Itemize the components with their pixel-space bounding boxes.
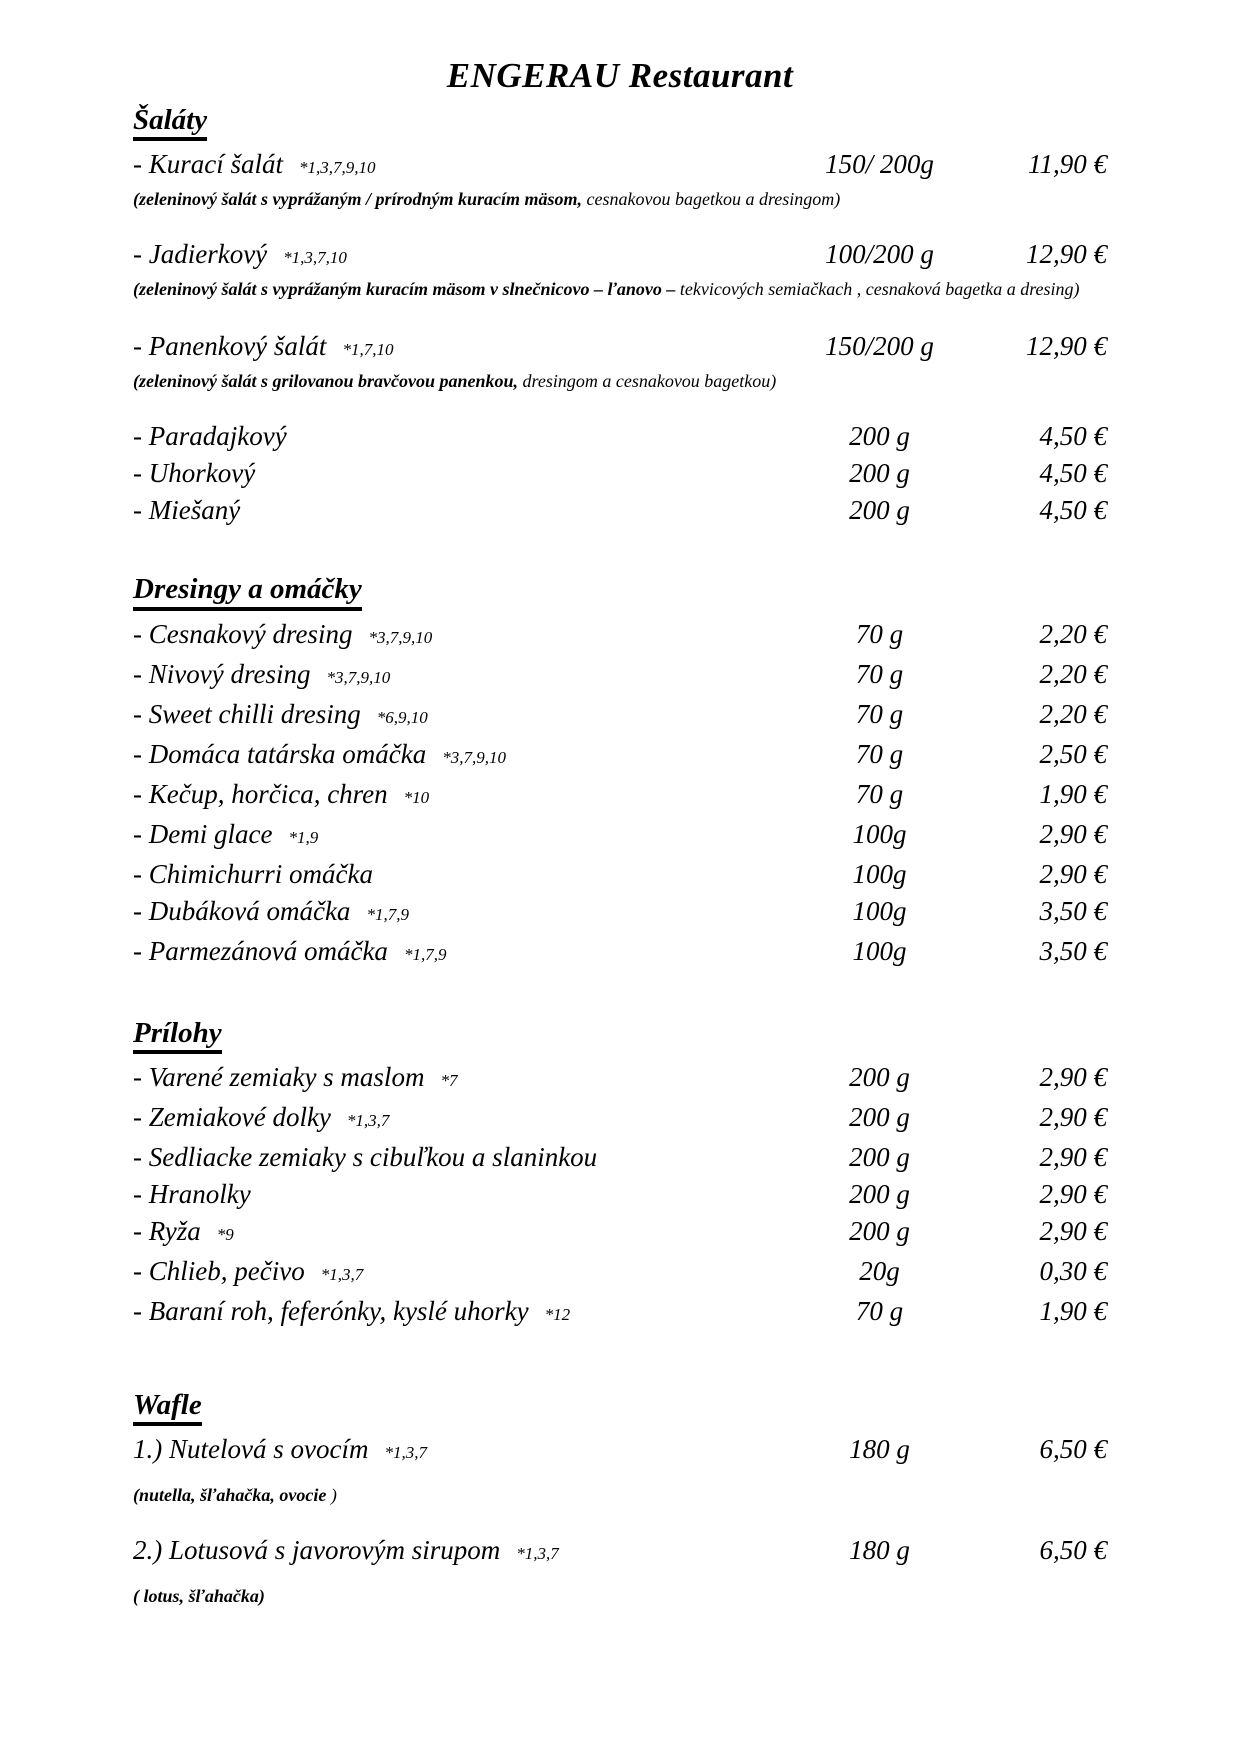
item-weight: 180 g — [849, 1535, 910, 1566]
item-weight: 20g — [859, 1256, 900, 1287]
item-weight: 70 g — [855, 698, 904, 729]
item-weight: 200 g — [849, 1179, 910, 1210]
item-weight: 200 g — [849, 1102, 910, 1133]
menu-item-row — [133, 1059, 1107, 1099]
menu-item — [133, 328, 1107, 394]
menu-item — [133, 455, 1107, 492]
item-name: - Paradajkový — [133, 421, 287, 452]
item-price: 2,90 € — [1039, 1102, 1107, 1133]
item-name: - Domáca tatárska omáčka — [133, 738, 427, 769]
item-price: 2,20 € — [1039, 618, 1107, 649]
item-name: - Nivový dresing — [133, 658, 311, 689]
item-weight: 200 g — [849, 1142, 910, 1173]
item-allergens: *3,7,9,10 — [442, 747, 506, 767]
section-heading: Prílohy — [133, 1017, 222, 1054]
item-name: - Zemiakové dolky — [133, 1102, 331, 1133]
item-allergens: *1,3,7 — [516, 1544, 559, 1564]
item-price: 11,90 € — [1028, 149, 1107, 180]
item-price: 2,90 € — [1039, 1179, 1107, 1210]
menu-item — [133, 492, 1107, 529]
item-weight: 200 g — [849, 1062, 910, 1093]
menu-item — [133, 776, 1107, 816]
item-allergens: *1,3,7 — [384, 1443, 427, 1463]
item-name: - Panenkový šalát — [133, 331, 327, 362]
item-allergens: *12 — [544, 1305, 571, 1325]
item-name: - Uhorkový — [133, 458, 256, 489]
item-weight: 150/ 200g — [825, 149, 934, 180]
menu-item — [133, 1059, 1107, 1099]
item-price: 0,30 € — [1039, 1256, 1107, 1287]
menu-item-row — [133, 455, 1107, 492]
item-weight: 200 g — [849, 495, 910, 526]
item-name: - Hranolky — [133, 1179, 251, 1210]
item-description — [133, 1584, 1107, 1609]
menu-item — [133, 236, 1107, 302]
item-name: - Parmezánová omáčka — [133, 935, 388, 966]
menu-section — [133, 1017, 1107, 1333]
menu-item-row — [133, 776, 1107, 816]
item-allergens: *3,7,9,10 — [368, 627, 433, 647]
menu-item-row — [133, 893, 1107, 933]
description-part: tekvicových semiačkach , cesnaková bagetka a dresing) — [679, 279, 1080, 300]
item-allergens: *1,7,9 — [366, 904, 409, 924]
item-allergens: *7 — [440, 1071, 458, 1091]
menu-item — [133, 1253, 1107, 1293]
item-price: 3,50 € — [1039, 935, 1107, 966]
item-price: 2,20 € — [1039, 698, 1107, 729]
item-name: - Ryža — [133, 1216, 201, 1247]
item-price: 1,90 € — [1039, 1296, 1107, 1327]
menu-item-row — [133, 1176, 1107, 1213]
menu-item — [133, 146, 1107, 212]
item-allergens: *1,3,7,10 — [283, 248, 347, 268]
item-allergens: *1,9 — [288, 827, 319, 847]
item-weight: 200 g — [849, 421, 910, 452]
item-allergens: *1,7,9 — [403, 944, 447, 964]
menu-item — [133, 736, 1107, 776]
menu-item-row — [133, 1293, 1107, 1333]
item-name: - Varené zemiaky s maslom — [133, 1062, 425, 1093]
item-name: - Kurací šalát — [133, 149, 284, 180]
section-items — [133, 1059, 1107, 1333]
item-name: - Jadierkový — [133, 239, 268, 270]
menu-item-row — [133, 236, 1107, 276]
item-description — [133, 277, 1107, 302]
item-weight: 70 g — [855, 658, 904, 689]
item-price: 12,90 € — [1026, 331, 1107, 362]
menu-item — [133, 1176, 1107, 1213]
item-allergens: *1,7,10 — [342, 340, 394, 360]
item-weight: 200 g — [849, 458, 910, 489]
page-title: ENGERAU Restaurant — [446, 56, 794, 95]
menu-section — [133, 104, 1107, 529]
item-name: 1.) Nutelová s ovocím — [133, 1434, 369, 1465]
item-price: 6,50 € — [1039, 1535, 1107, 1566]
item-allergens: *1,3,7,9,10 — [299, 158, 376, 178]
item-price: 2,90 € — [1039, 858, 1107, 889]
item-weight: 180 g — [849, 1434, 910, 1465]
menu-item — [133, 1532, 1107, 1609]
item-price: 4,50 € — [1039, 421, 1107, 452]
menu-item — [133, 856, 1107, 893]
section-heading: Wafle — [133, 1389, 202, 1426]
menu-item — [133, 1431, 1107, 1508]
menu-item-row — [133, 1099, 1107, 1139]
item-price: 2,50 € — [1039, 738, 1107, 769]
item-weight: 70 g — [855, 1296, 904, 1327]
menu-item — [133, 1139, 1107, 1176]
section-items — [133, 616, 1107, 973]
item-name: - Chlieb, pečivo — [133, 1256, 305, 1287]
menu-item-row — [133, 418, 1107, 455]
menu-item — [133, 1293, 1107, 1333]
item-name: - Demi glace — [133, 818, 273, 849]
menu-item-row — [133, 492, 1107, 529]
item-price: 2,90 € — [1039, 818, 1107, 849]
menu-item — [133, 1099, 1107, 1139]
item-allergens: *6,9,10 — [376, 707, 428, 727]
menu-item — [133, 893, 1107, 933]
item-name: - Chimichurri omáčka — [133, 858, 373, 889]
menu-item-row — [133, 1253, 1107, 1293]
item-name: - Miešaný — [133, 495, 241, 526]
menu-item-row — [133, 696, 1107, 736]
menu-item-row — [133, 616, 1107, 656]
item-weight: 100g — [852, 935, 907, 966]
item-price: 2,90 € — [1039, 1216, 1107, 1247]
description-part: (zeleninový šalát s grilovanou bravčovou panenkou, — [133, 371, 523, 392]
item-weight: 100g — [852, 818, 907, 849]
menu-item-row — [133, 146, 1107, 186]
item-price: 1,90 € — [1039, 778, 1107, 809]
item-allergens: *3,7,9,10 — [326, 667, 391, 687]
menu-item-row — [133, 736, 1107, 776]
item-name: 2.) Lotusová s javorovým sirupom — [133, 1535, 501, 1566]
item-weight: 100g — [852, 895, 907, 926]
section-heading: Šaláty — [133, 104, 207, 141]
item-name: - Sweet chilli dresing — [133, 698, 361, 729]
menu-item — [133, 418, 1107, 455]
item-description — [133, 369, 1107, 394]
item-price: 2,90 € — [1039, 1142, 1107, 1173]
item-price: 6,50 € — [1039, 1434, 1107, 1465]
menu-item-row — [133, 816, 1107, 856]
item-allergens: *1,3,7 — [320, 1265, 364, 1285]
menu-item-row — [133, 1532, 1107, 1572]
item-price: 4,50 € — [1039, 458, 1107, 489]
menu-item-row — [133, 1213, 1107, 1253]
item-name: - Dubáková omáčka — [133, 895, 351, 926]
menu-item-row — [133, 856, 1107, 893]
description-part: ) — [326, 1485, 337, 1506]
item-name: - Sedliacke zemiaky s cibuľkou a slaninkou — [133, 1142, 598, 1173]
description-part: ( lotus, šľahačka) — [133, 1586, 265, 1607]
item-weight: 200 g — [849, 1216, 910, 1247]
item-weight: 100g — [852, 858, 907, 889]
item-allergens: *9 — [216, 1225, 234, 1245]
item-price: 12,90 € — [1026, 239, 1107, 270]
menu-item-row — [133, 656, 1107, 696]
description-part: (zeleninový šalát s vyprážaným kuracím mäsom v slnečnicovo – ľanovo – — [133, 279, 680, 300]
item-allergens: *10 — [403, 787, 430, 807]
menu-item — [133, 696, 1107, 736]
item-name: - Cesnakový dresing — [133, 618, 353, 649]
item-description — [133, 1483, 1107, 1508]
description-part: cesnakovou bagetkou a dresingom) — [582, 189, 841, 210]
item-weight: 100/200 g — [825, 239, 934, 270]
menu-item — [133, 616, 1107, 656]
description-part: (zeleninový šalát s vyprážaným / prírodným kuracím mäsom, — [133, 189, 583, 210]
menu-sections — [133, 104, 1107, 1609]
section-heading: Dresingy a omáčky — [133, 573, 362, 610]
menu-section — [133, 1389, 1107, 1609]
item-weight: 70 g — [855, 618, 904, 649]
item-price: 4,50 € — [1039, 495, 1107, 526]
menu-item — [133, 1213, 1107, 1253]
menu-item-row — [133, 933, 1107, 973]
item-price: 2,90 € — [1039, 1062, 1107, 1093]
description-part: dresingom a cesnakovou bagetkou) — [522, 371, 777, 392]
item-price: 3,50 € — [1039, 895, 1107, 926]
item-weight: 150/200 g — [825, 331, 934, 362]
menu-item-row — [133, 1431, 1107, 1471]
item-allergens: *1,3,7 — [346, 1111, 390, 1131]
item-weight: 70 g — [855, 778, 904, 809]
item-name: - Baraní roh, feferónky, kyslé uhorky — [133, 1296, 529, 1327]
menu-section — [133, 573, 1107, 972]
item-price: 2,20 € — [1039, 658, 1107, 689]
menu-item — [133, 933, 1107, 973]
menu-item-row — [133, 328, 1107, 368]
menu-item-row — [133, 1139, 1107, 1176]
item-name: - Kečup, horčica, chren — [133, 778, 388, 809]
item-description — [133, 187, 1107, 212]
description-part: (nutella, šľahačka, ovocie — [133, 1485, 327, 1506]
section-items — [133, 1431, 1107, 1609]
section-items — [133, 146, 1107, 529]
menu-item — [133, 656, 1107, 696]
item-weight: 70 g — [855, 738, 904, 769]
menu-item — [133, 816, 1107, 856]
